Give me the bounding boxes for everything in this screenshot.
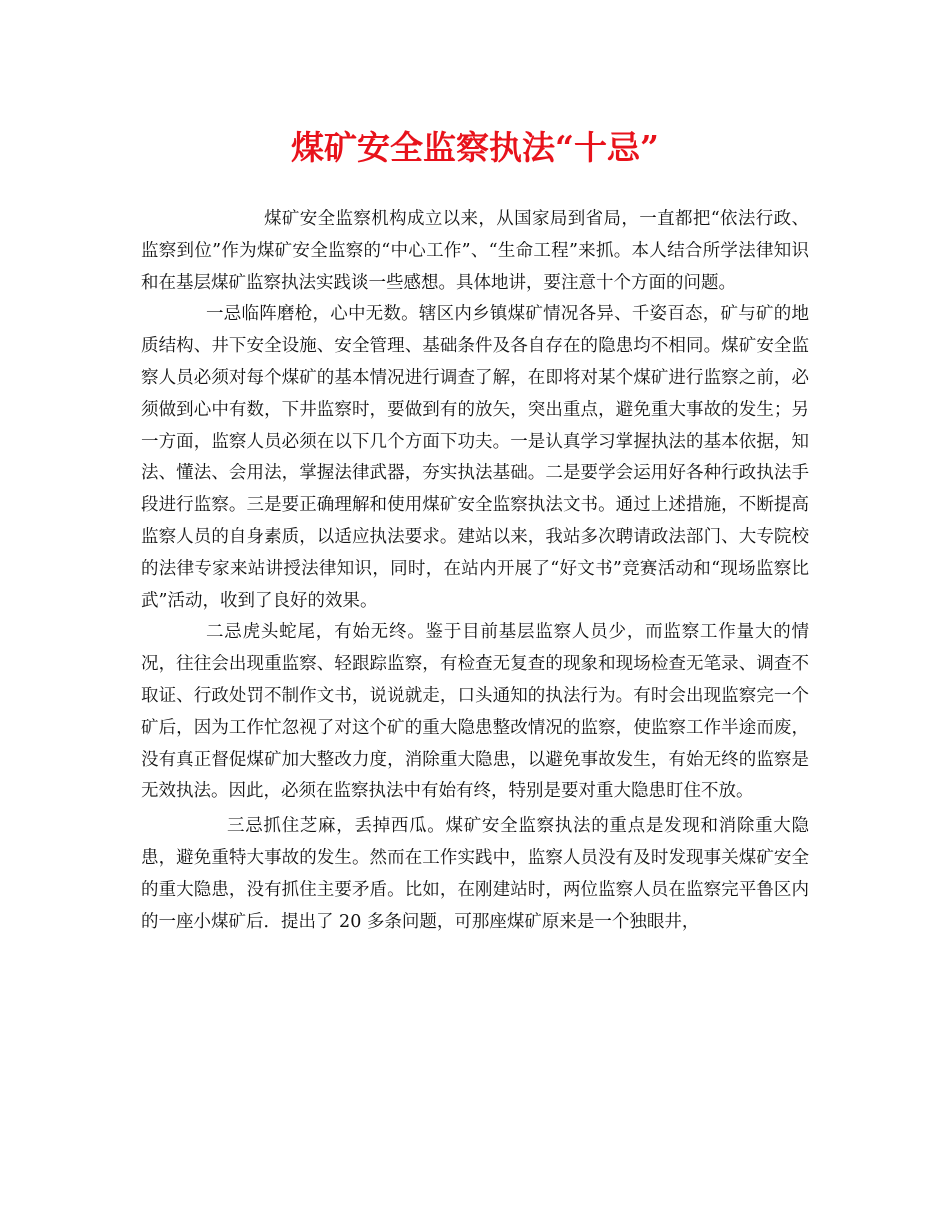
- paragraph-rule-2: 二忌虎头蛇尾，有始无终。鉴于目前基层监察人员少，而监察工作量大的情况，往往会出现重监察、轻跟踪监察，有检查无复查的现象和现场检查无笔录、调查不取证、行政处罚不制作文书，说说就走，口头通知的执法行为。有时会出现监察完一个矿后，因为工作忙忽视了对这个矿的重大隐患整改情况的监察，使监察工作半途而废，没有真正督促煤矿加大整改力度，消除重大隐患，以避免事故发生，有始无终的监察是无效执法。因此，必须在监察执法中有始有终，特别是要对重大隐患盯住不放。: [141, 622, 809, 802]
- document-title: 煤矿安全监察执法“十忌”: [291, 128, 659, 167]
- document-body: [141, 204, 809, 938]
- paragraph-intro: 煤矿安全监察机构成立以来，从国家局到省局，一直都把“依法行政、监察到位”作为煤矿安全监察的“中心工作”、“生命工程”来抓。本人结合所学法律知识和在基层煤矿监察执法实践谈一些感想。具体地讲，要注意十个方面的问题。: [141, 209, 809, 293]
- paragraph-rule-3: 三忌抓住芝麻，丢掉西瓜。煤矿安全监察执法的重点是发现和消除重大隐患，避免重特大事故的发生。然而在工作实践中，监察人员没有及时发现事关煤矿安全的重大隐患，没有抓住主要矛盾。比如，在刚建站时，两位监察人员在监察完平鲁区内的一座小煤矿后．提出了 20 多条问题，可那座煤矿原来是一个独眼井，: [141, 816, 809, 932]
- paragraph-rule-1: 一忌临阵磨枪，心中无数。辖区内乡镇煤矿情况各异、千姿百态，矿与矿的地质结构、井下安全设施、安全管理、基础条件及各自存在的隐患均不相同。煤矿安全监察人员必须对每个煤矿的基本情况进行调查了解，在即将对某个煤矿进行监察之前，必须做到心中有数，下井监察时，要做到有的放矢，突出重点，避免重大事故的发生；另一方面，监察人员必须在以下几个方面下功夫。一是认真学习掌握执法的基本依据，知法、懂法、会用法，掌握法律武器，夯实执法基础。二是要学会运用好各种行政执法手段进行监察。三是要正确理解和使用煤矿安全监察执法文书。通过上述措施，不断提高监察人员的自身素质，以适应执法要求。建站以来，我站多次聘请政法部门、大专院校的法律专家来站讲授法律知识，同时，在站内开展了“好文书”竞赛活动和“现场监察比武”活动，收到了良好的效果。: [141, 304, 809, 611]
